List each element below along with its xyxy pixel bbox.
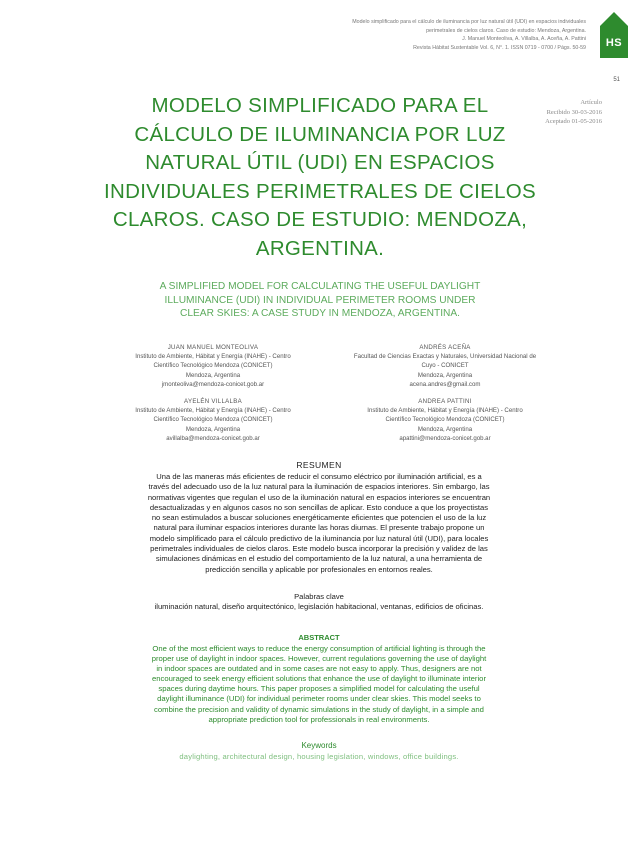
author-city: Mendoza, Argentina (185, 371, 241, 379)
resumen-line: predicción sencilla y aplicable por profesionales en entornos reales. (205, 564, 433, 574)
accepted-date: Aceptado 01-05-2016 (545, 118, 602, 126)
page-number: 51 (613, 77, 620, 83)
resumen-heading: RESUMEN (296, 460, 342, 470)
resumen-text (117, 472, 521, 575)
author-city: Mendoza, Argentina (417, 425, 473, 433)
author-block (320, 397, 570, 443)
title-line: ARGENTINA. (255, 236, 385, 260)
subtitle-line: CLEAR SKIES: A CASE STUDY IN MENDOZA, ARGENTINA. (179, 308, 461, 319)
resumen-line: natural para iluminar espacios interiores durante las horas diurnas. El presente trabajo propone un (153, 523, 485, 533)
author-email[interactable]: acena.andres@gmail.com (409, 380, 481, 388)
abstract-line: daylight illuminance (UDI) for individual perimeter rooms under clear skies. This model seeks to (157, 694, 481, 704)
running-header (226, 18, 586, 52)
title-line: MODELO SIMPLIFICADO PARA EL (151, 94, 489, 117)
title-line: INDIVIDUALES PERIMETRALES DE CIELOS (103, 179, 536, 203)
author-affiliation: Científico Tecnológico Mendoza (CONICET) (153, 362, 273, 370)
house-logo-icon (600, 12, 628, 58)
abstract-line: spaces during daytime hours. This paper proposes a simplified model for calculating the useful (158, 684, 480, 694)
logo-text: HS (605, 37, 623, 49)
author-block (88, 343, 338, 389)
resumen-line: modelo simplificado para el cálculo predictivo de la iluminancia por luz natural útil (UDI), para locales (149, 533, 489, 543)
author-email[interactable]: apattini@mendoza-conicet.gob.ar (399, 434, 491, 442)
resumen-line: normativas vigentes que regulan el uso de la iluminación natural en espacios interiores se encuentran (147, 492, 491, 502)
resumen-line: desactualizadas y en algunos casos no son sencillas de aplicar. Esto conduce a que los proyectistas (149, 502, 489, 512)
resumen-line: no sean estimulados a buscar soluciones energéticamente eficientes que potencien el uso de la luz (151, 513, 487, 523)
abstract-line: encouraged to seek energy efficient solutions that enhance the use of daylight to illuminate interior (151, 674, 487, 684)
running-header-title-2: perimetrales de cielos claros. Caso de estudio: Mendoza, Argentina. (426, 27, 586, 34)
abstract-line: in indoor spaces are outdated and in some cases are not easy to apply. Thus, designers are not (156, 664, 482, 674)
palabras-clave-text: iluminación natural, diseño arquitectónico, legislación habitacional, ventanas, edificios de oficinas. (154, 602, 484, 611)
abstract-heading: ABSTRACT (298, 633, 340, 642)
running-header-title-1: Modelo simplificado para el cálculo de iluminancia por luz natural útil (UDI) en espacios individuales (352, 19, 586, 25)
article-type: Artículo (580, 99, 602, 106)
author-block (320, 343, 570, 389)
resumen-line: través del adecuado uso de la luz natural para la iluminación de espacios interiores. Sin embargo, las (148, 482, 490, 492)
abstract-line: proper use of daylight in indoor spaces. However, current regulations governing the use of daylight (151, 654, 487, 664)
author-email[interactable]: jmonteoliva@mendoza-conicet.gob.ar (161, 380, 265, 388)
author-affiliation: Instituto de Ambiente, Hábitat y Energía (INAHE) - Centro (135, 353, 291, 361)
abstract-text (116, 644, 522, 725)
english-title (110, 280, 530, 321)
author-affiliation: Científico Tecnológico Mendoza (CONICET) (385, 416, 505, 424)
palabras-clave-heading: Palabras clave (294, 592, 344, 601)
author-affiliation: Instituto de Ambiente, Hábitat y Energía (INAHE) - Centro (135, 407, 291, 415)
subtitle-line: A SIMPLIFIED MODEL FOR CALCULATING THE USEFUL DAYLIGHT (159, 281, 481, 292)
author-affiliation: Instituto de Ambiente, Hábitat y Energía (INAHE) - Centro (367, 407, 523, 415)
resumen-line: simulaciones dinámicas en el estudio del comportamiento de la luz natural, a una herramienta de (155, 554, 483, 564)
running-header-authors: J. Manuel Monteoliva, A. Villalba, A. Aceña, A. Pattini (462, 36, 586, 43)
author-city: Mendoza, Argentina (417, 371, 473, 379)
title-line: CÁLCULO DE ILUMINANCIA POR LUZ (134, 122, 506, 146)
author-city: Mendoza, Argentina (185, 425, 241, 433)
received-date: Recibido 30-03-2016 (546, 108, 602, 116)
author-block (88, 397, 338, 443)
keywords-text: daylighting, architectural design, housing legislation, windows, office buildings. (179, 752, 459, 761)
abstract-line: One of the most efficient ways to reduce the energy consumption of artificial lighting is through the (152, 644, 486, 653)
author-name: JUAN MANUEL MONTEOLIVA (167, 344, 259, 351)
resumen-line: Una de las maneras más eficientes de reducir el consumo eléctrico por iluminación artificial, es a (156, 472, 482, 481)
resumen-line: perimetrales individuales de cielos claros. Este modelo busca incorporar la precisión y validez de las (150, 544, 488, 554)
author-name: ANDREA PATTINI (418, 398, 472, 405)
journal-logo (600, 12, 628, 58)
abstract-line: appropriate prediction tool for professionals in real environments. (208, 714, 430, 724)
abstract-line: combine the precision and validity of dynamic simulations in the study of daylight, in a simple and (154, 704, 484, 714)
title-line: CLAROS. CASO DE ESTUDIO: MENDOZA, (112, 208, 528, 231)
paper-title (90, 92, 550, 263)
author-affiliation: Cuyo - CONICET (421, 362, 469, 370)
running-header-journal: Revista Hábitat Sustentable Vol. 6, N°. 1. ISSN 0719 - 0700 / Págs. 50-59 (413, 44, 586, 51)
title-line: NATURAL ÚTIL (UDI) EN ESPACIOS (145, 151, 495, 174)
author-name: ANDRÉS ACEÑA (419, 344, 471, 351)
subtitle-line: ILLUMINANCE (UDI) IN INDIVIDUAL PERIMETER ROOMS UNDER (164, 294, 476, 306)
keywords-heading: Keywords (301, 741, 337, 750)
author-email[interactable]: avillalba@mendoza-conicet.gob.ar (166, 434, 260, 442)
author-affiliation: Facultad de Ciencias Exactas y Naturales, Universidad Nacional de (353, 353, 537, 361)
author-affiliation: Científico Tecnológico Mendoza (CONICET) (153, 416, 273, 424)
author-name: AYELÉN VILLALBA (184, 398, 242, 405)
